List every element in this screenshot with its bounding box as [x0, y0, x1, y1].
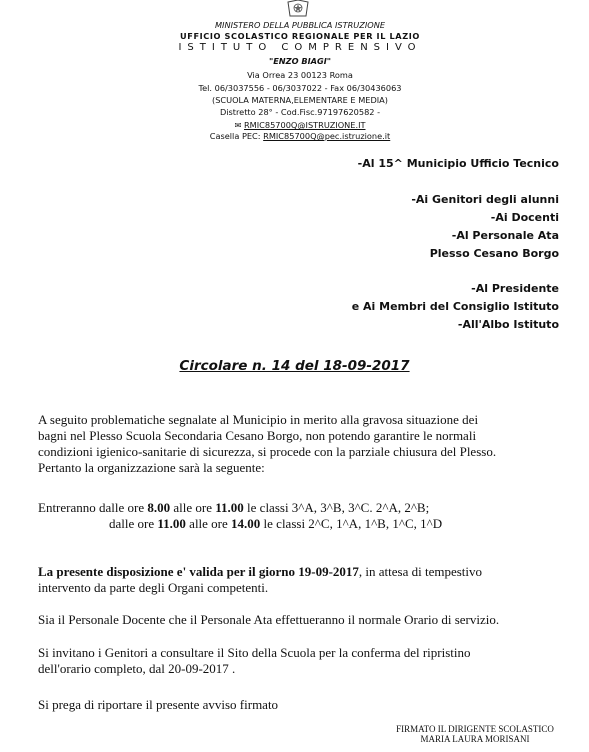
entry1-text: alle ore	[170, 500, 216, 515]
paragraph-intro-line: Pertanto la organizzazione sarà la seguente:	[38, 460, 265, 475]
header-office: UFFICIO SCOLASTICO REGIONALE PER IL LAZIO	[180, 31, 420, 41]
paragraph-intro-line: condizioni igienico-sanitarie di sicurezza, si procede con la parziale chiusura del Plesso.	[38, 444, 497, 459]
header-phones: Tel. 06/3037556 - 06/3037022 - Fax 06/30436063	[198, 83, 402, 93]
recipient-plesso: Plesso Cesano Borgo	[429, 247, 559, 260]
entry2-text: dalle ore	[109, 516, 158, 531]
signature-block	[375, 724, 575, 744]
paragraph-staff: Sia il Personale Docente che il Personale Ata effettueranno il normale Orario di servizio.	[38, 612, 500, 627]
circular-title: Circolare n. 14 del 18-09-2017	[179, 358, 410, 374]
header-ministry: MINISTERO DELLA PUBBLICA ISTRUZIONE	[214, 20, 386, 30]
validity-text-line2: intervento da parte degli Organi competenti.	[38, 580, 269, 595]
pec-email-link[interactable]: RMIC85700Q@pec.istruzione.it	[263, 131, 391, 141]
header-district: Distretto 28° - Cod.Fisc.97197620582 -	[219, 107, 381, 117]
header-email-row	[170, 120, 430, 130]
recipient-albo: -All'Albo Istituto	[457, 318, 559, 331]
recipient-presidente: -Al Presidente	[471, 282, 559, 295]
header-institute: ISTITUTO COMPRENSIVO	[178, 42, 422, 53]
recipient-genitori: -Ai Genitori degli alunni	[411, 193, 559, 206]
validity-bold-text: La presente disposizione e' valida per il giorno 19-09-2017	[38, 564, 359, 579]
entry-schedule-1	[38, 500, 429, 516]
paragraph-parents	[38, 645, 471, 677]
recipient-municipio: -Al 15^ Municipio Ufficio Tecnico	[357, 157, 559, 170]
signature-name: MARIA LAURA MORISANI	[420, 734, 530, 744]
header-pec-row	[170, 131, 430, 141]
recipient-personale-ata: -Al Personale Ata	[451, 229, 559, 242]
header-school-name: "ENZO BIAGI"	[268, 56, 332, 66]
signature-title: FIRMATO IL DIRIGENTE SCOLASTICO	[396, 724, 554, 734]
entry-schedule-2	[109, 516, 442, 532]
parents-text-line1: Si invitano i Genitori a consultare il Sito della Scuola per la conferma del ripristino	[38, 645, 471, 660]
paragraph-intro-line: bagni nel Plesso Scuola Secondaria Cesano Borgo, non potendo garantire le normali	[38, 428, 477, 443]
validity-text: , in attesa di tempestivo	[358, 564, 483, 579]
entry2-text: alle ore	[185, 516, 232, 531]
paragraph-sign-request: Si prega di riportare il presente avviso firmato	[38, 697, 279, 712]
entry1-text: Entreranno dalle ore	[38, 500, 148, 515]
entry1-time-end: 11.00	[215, 500, 244, 515]
header-schools: (SCUOLA MATERNA,ELEMENTARE E MEDIA)	[212, 95, 388, 105]
envelope-icon: ✉	[234, 120, 242, 130]
paragraph-intro-line: A seguito problematiche segnalate al Municipio in merito alla gravosa situazione dei	[38, 412, 479, 427]
pec-label: Casella PEC:	[209, 131, 261, 141]
entry2-time-start: 11.00	[157, 516, 186, 531]
recipient-docenti: -Ai Docenti	[490, 211, 559, 224]
parents-text-line2: dell'orario completo, dal 20-09-2017 .	[38, 661, 236, 676]
entry2-time-end: 14.00	[231, 516, 261, 531]
republic-emblem-icon	[285, 0, 311, 17]
paragraph-validity	[38, 564, 482, 596]
recipient-consiglio: e Ai Membri del Consiglio Istituto	[351, 300, 559, 313]
header-address: Via Orrea 23 00123 Roma	[247, 70, 353, 80]
paragraph-intro	[38, 412, 496, 476]
entry2-classes: le classi 2^C, 1^A, 1^B, 1^C, 1^D	[260, 516, 443, 531]
entry1-classes: le classi 3^A, 3^B, 3^C. 2^A, 2^B;	[243, 500, 430, 515]
entry1-time-start: 8.00	[147, 500, 171, 515]
header-email-link[interactable]: RMIC85700Q@ISTRUZIONE.IT	[243, 120, 366, 130]
